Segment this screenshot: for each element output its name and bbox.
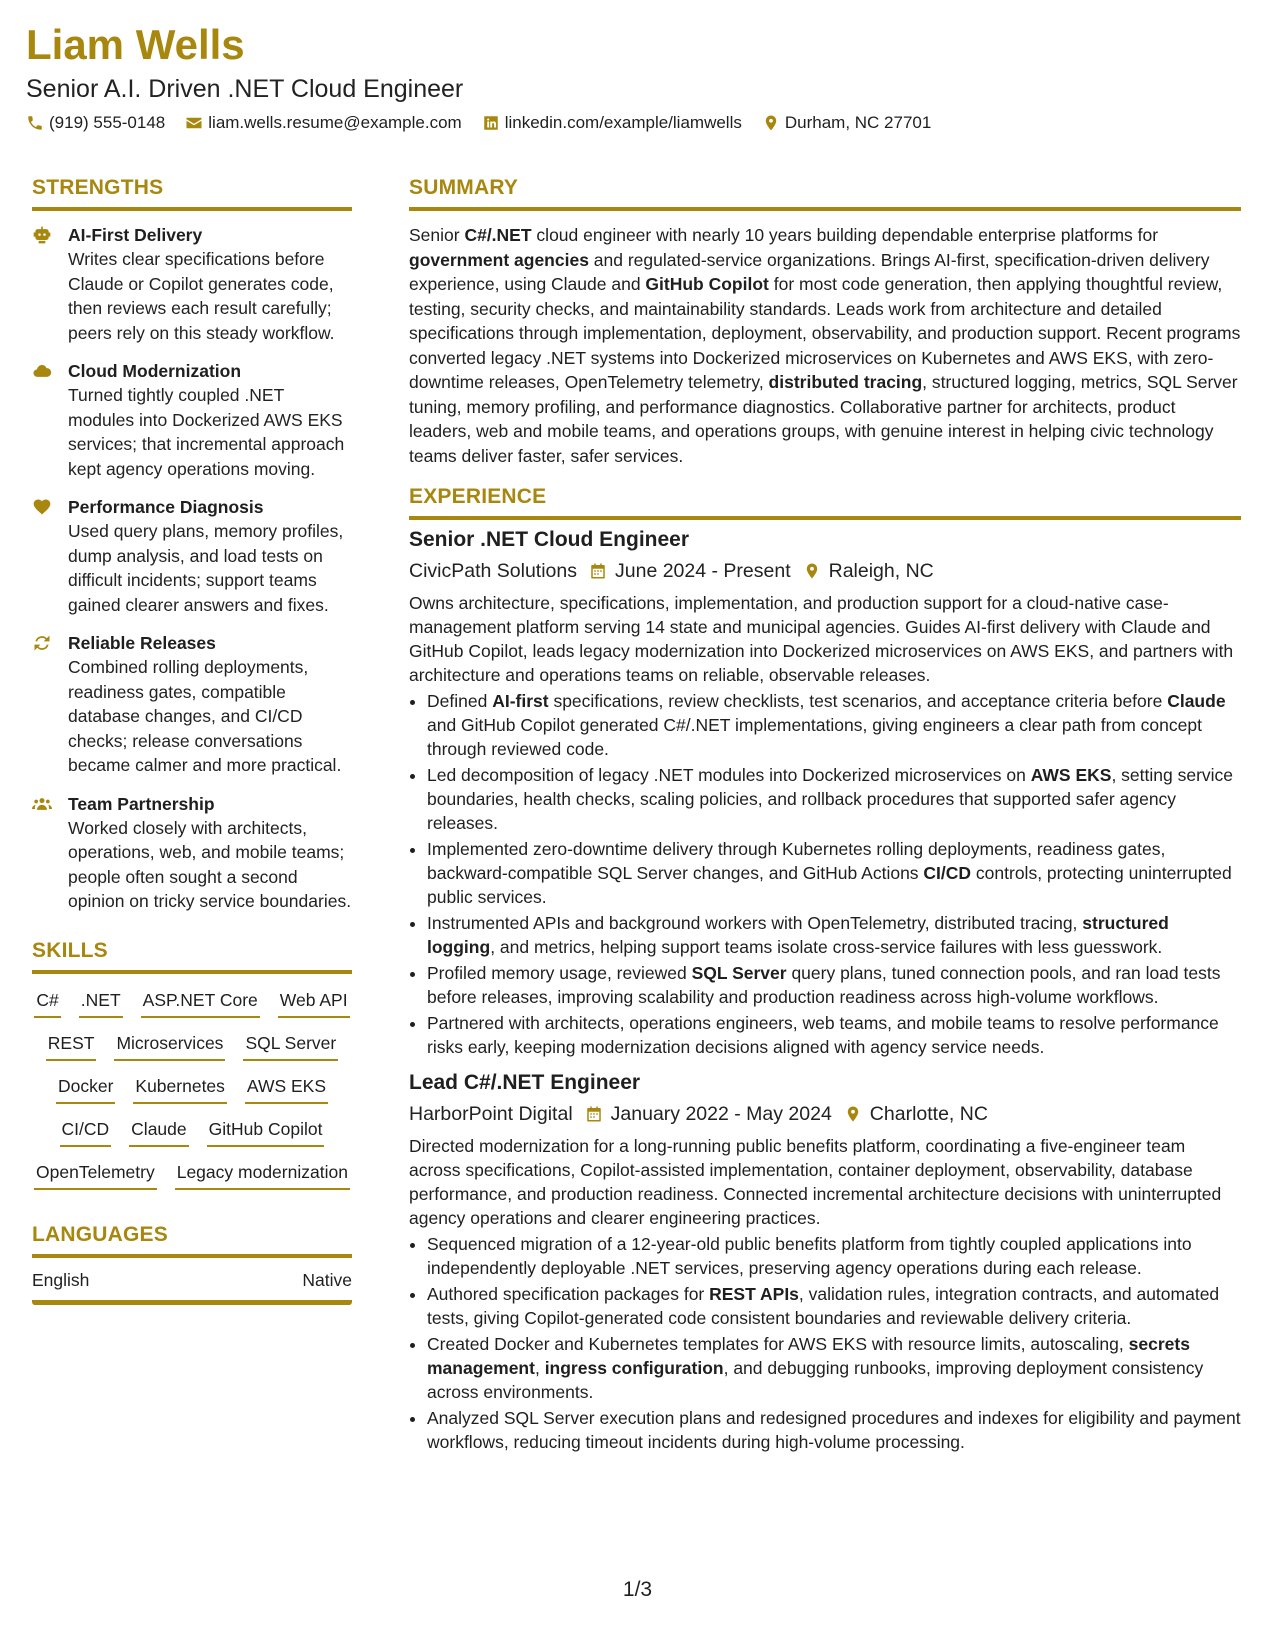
job-bullet: • Authored specification packages for REST APIs, validation rules, integration contracts, and automated tests, giving Copilot-generated code consistent boundaries and reviewable delivery criteria.: [427, 1282, 1241, 1330]
strength-title: Reliable Releases: [68, 633, 216, 654]
job-bullet: • Implemented zero-downtime delivery through Kubernetes rolling deployments, readiness gates, backward-compatible SQL Server changes, and GitHub Actions CI/CD controls, protecting uninterrupted public services.: [427, 837, 1241, 909]
candidate-title: Senior A.I. Driven .NET Cloud Engineer: [26, 75, 464, 103]
skill-tag: Microservices: [114, 1031, 225, 1061]
strength-desc: Turned tightly coupled .NET modules into Dockerized AWS EKS services; that incremental approach kept agency operations moving.: [68, 385, 345, 479]
calendar-icon: [585, 1105, 603, 1123]
summary-text: Senior C#/.NET cloud engineer with nearly 10 years building dependable enterprise platforms for government agencies and regulated-service organizations. Brings AI-first, specification-driven delivery experience, using Claude and GitHub Copilot for most code generation, then applying thoughtful review, testing, security checks, and maintainability standards. Leads work from architecture and detailed specifications through implementation, deployment, observability, and production support. Recent programs converted legacy .NET systems into Dockerized microservices on Kubernetes and AWS EKS, with zero-downtime releases, OpenTelemetry telemetry, distributed tracing, structured logging, metrics, SQL Server tuning, memory profiling, and performance diagnostics. Collaborative partner for architects, product leaders, web and mobile teams, and operations groups, with genuine interest in helping civic technology teams deliver faster, safer services.: [409, 225, 1241, 466]
job-bullet: • Analyzed SQL Server execution plans and redesigned procedures and indexes for eligibility and payment workflows, reducing timeout incidents during high-volume processing.: [427, 1406, 1241, 1454]
languages-heading: LANGUAGES: [32, 1222, 352, 1258]
skill-tag: ASP.NET Core: [141, 988, 260, 1018]
map-pin-icon: [844, 1105, 862, 1123]
job-description: Owns architecture, specifications, implementation, and production support for a cloud-native case-management platform serving 14 state and municipal agencies. Guides AI-first delivery with Claude and GitHub Copilot, leads legacy modernization into Dockerized microservices on AWS EKS, and partners with architecture and operations teams on reliable, observable releases.: [409, 593, 1234, 686]
location-text: Durham, NC 27701: [784, 113, 932, 132]
page-number: 1/3: [622, 1578, 653, 1601]
job-company: CivicPath Solutions: [409, 560, 577, 583]
contact-location: [762, 112, 931, 134]
skill-tag: OpenTelemetry: [34, 1160, 157, 1190]
refresh-icon: [32, 633, 52, 653]
skill-tag: AWS EKS: [245, 1074, 328, 1104]
skill-tag: .NET: [79, 988, 123, 1018]
job-description: Directed modernization for a long-running public benefits platform, coordinating a five-engineer team across specifications, Copilot-assisted implementation, container deployment, observability, database performance, and production readiness. Connected incremental architecture decisions with uninterrupted agency operations and clearer engineering practices.: [409, 1136, 1222, 1229]
strength-item: [32, 631, 352, 778]
phone-text: (919) 555-0148: [49, 113, 166, 132]
linkedin-icon: [482, 114, 500, 132]
strength-desc: Writes clear specifications before Claude or Copilot generates code, then reviews each result carefully; peers rely on this steady workflow.: [68, 249, 335, 343]
right-column: [409, 175, 1241, 1464]
job-bullet: • Created Docker and Kubernetes templates for AWS EKS with resource limits, autoscaling, secrets management, ingress configuration, and debugging runbooks, improving deployment consistency across environments.: [427, 1332, 1241, 1404]
skill-tag: Legacy modernization: [175, 1160, 350, 1190]
strengths-heading: STRENGTHS: [32, 175, 352, 211]
job-entry: [409, 1069, 1241, 1454]
language-level: Native: [302, 1270, 352, 1291]
cloud-icon: [32, 361, 52, 381]
email-text: liam.wells.resume@example.com: [208, 113, 462, 132]
contact-email[interactable]: [185, 112, 461, 134]
contact-bar: [26, 112, 931, 134]
job-bullet: • Instrumented APIs and background workers with OpenTelemetry, distributed tracing, structured logging, and metrics, helping support teams isolate cross-service failures with less guesswork.: [427, 911, 1241, 959]
experience-heading: EXPERIENCE: [409, 484, 1241, 520]
language-name: English: [32, 1270, 90, 1291]
summary-heading: SUMMARY: [409, 175, 1241, 211]
left-column: [32, 175, 352, 1305]
job-meta: [409, 1100, 1241, 1128]
envelope-icon: [185, 114, 203, 132]
skill-tag: SQL Server: [243, 1031, 338, 1061]
skill-tag: REST: [46, 1031, 97, 1061]
job-bullet: • Sequenced migration of a 12-year-old public benefits platform from tightly coupled applications into independently deployable .NET services, preserving agency operations during each release.: [427, 1232, 1241, 1280]
job-meta: [409, 557, 1241, 585]
skills-list: [32, 988, 352, 1190]
strength-item: [32, 359, 352, 481]
skill-tag: Docker: [56, 1074, 115, 1104]
team-icon: [32, 794, 52, 814]
skill-tag: Web API: [278, 988, 350, 1018]
calendar-icon: [589, 562, 607, 580]
contact-phone[interactable]: [26, 112, 165, 134]
strength-item: [32, 792, 352, 914]
strength-title: AI-First Delivery: [68, 225, 203, 246]
strength-title: Performance Diagnosis: [68, 497, 264, 518]
job-bullet: • Defined AI-first specifications, review checklists, test scenarios, and acceptance criteria before Claude and GitHub Copilot generated C#/.NET implementations, giving engineers a clear path from concept through reviewed code.: [427, 689, 1241, 761]
job-bullet: • Partnered with architects, operations engineers, web teams, and mobile teams to resolve performance risks early, keeping modernization decisions aligned with agency service needs.: [427, 1011, 1241, 1059]
linkedin-text: linkedin.com/example/liamwells: [504, 113, 742, 132]
skill-tag: C#: [34, 988, 60, 1018]
map-pin-icon: [762, 114, 780, 132]
job-bullets: [409, 689, 1241, 1059]
skills-heading: SKILLS: [32, 938, 352, 974]
job-dates: January 2022 - May 2024: [610, 1103, 832, 1126]
strength-desc: Combined rolling deployments, readiness gates, compatible database changes, and CI/CD checks; release conversations became calmer and more practical.: [68, 657, 342, 776]
candidate-name: Liam Wells: [26, 21, 245, 68]
skill-tag: Claude: [129, 1117, 188, 1147]
phone-icon: [26, 114, 44, 132]
strength-title: Cloud Modernization: [68, 361, 242, 382]
language-row: [32, 1268, 352, 1305]
strength-item: [32, 223, 352, 345]
strength-title: Team Partnership: [68, 793, 215, 814]
job-bullet: • Led decomposition of legacy .NET modules into Dockerized microservices on AWS EKS, setting service boundaries, health checks, scaling policies, and rollback procedures that supported safer agency releases.: [427, 763, 1241, 835]
job-bullets: [409, 1232, 1241, 1454]
job-company: HarborPoint Digital: [409, 1103, 573, 1126]
skill-tag: GitHub Copilot: [207, 1117, 325, 1147]
strength-desc: Used query plans, memory profiles, dump analysis, and load tests on difficult incidents; support teams gained clearer answers and fixes.: [68, 521, 344, 615]
robot-icon: [32, 225, 52, 245]
skill-tag: CI/CD: [60, 1117, 112, 1147]
map-pin-icon: [803, 562, 821, 580]
job-title: Senior .NET Cloud Engineer: [409, 528, 690, 552]
job-bullet: • Profiled memory usage, reviewed SQL Server query plans, tuned connection pools, and ran load tests before releases, improving scalability and production readiness across high-volume workflows.: [427, 961, 1241, 1009]
contact-linkedin[interactable]: [482, 112, 742, 134]
heart-icon: [32, 497, 52, 517]
strength-item: [32, 495, 352, 617]
job-entry: [409, 526, 1241, 1059]
job-dates: June 2024 - Present: [615, 560, 791, 583]
job-title: Lead C#/.NET Engineer: [409, 1071, 641, 1095]
job-location: Raleigh, NC: [828, 560, 934, 583]
strength-desc: Worked closely with architects, operations, web, and mobile teams; people often sought a second opinion on tricky service boundaries.: [68, 817, 352, 912]
job-location: Charlotte, NC: [869, 1103, 988, 1126]
skill-tag: Kubernetes: [133, 1074, 227, 1104]
